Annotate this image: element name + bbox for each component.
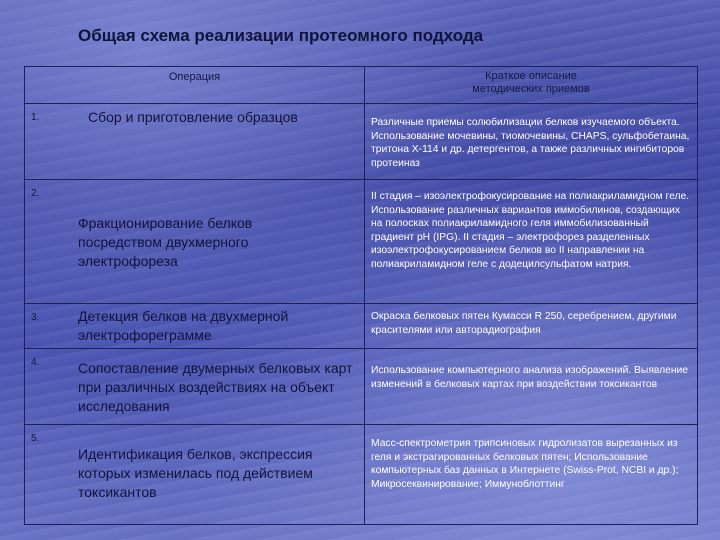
header-description-line1: Краткое описание [485, 70, 577, 82]
table-header-row [25, 67, 698, 104]
description-text: Окраска белковых пятен Кумасси R 250, серебрением, другими красителями или авторадиография [371, 311, 677, 336]
process-table [24, 66, 698, 525]
description-text: Масс-спектрометрия трипсиновых гидролизатов вырезанных из геля и экстрагированных белковых пятен; Использование компьютерных баз данных в Интернете (Swiss-Prot, NCBI и др.); Микросеквинирование; Иммуноблоттинг [371, 438, 679, 490]
operation-cell [25, 104, 365, 180]
description-text: II стадия – изоэлектрофокусирование на полиакриламидном геле. Использование различных вариантов иммобилинов, создающих на полосках полиакриламидного геля иммобилизованный градиент рН (IPG). II стадия – электрофорез разделенных изоэлектрофокусированием белков во II направлении на полиакриламидном геле с додецилсульфатом натрия. [371, 191, 690, 270]
description-text: Различные приемы солюбилизации белков изучаемого объекта. Использование мочевины, тиомочевины, CHAPS, сульфобетаина, тритона X-114 и др. детергентов, а также различных ингибиторов протеиназ [371, 117, 690, 169]
header-operation: Операция [25, 67, 365, 104]
description-cell [365, 104, 698, 180]
row-number: 5. [31, 433, 40, 444]
description-text: Использование компьютерного анализа изображений. Выявление изменений в белковых картах при воздействии токсикантов [371, 365, 689, 390]
operation-text: Детекция белков на двухмерной электрофореграмме [78, 308, 289, 343]
row-number: 3. [31, 312, 40, 323]
header-description [365, 67, 698, 104]
slide-title: Общая схема реализации протеомного подхода [78, 26, 484, 45]
description-cell [365, 180, 698, 304]
operation-cell [25, 349, 365, 425]
row-number: 1. [31, 112, 40, 123]
table-row [25, 104, 698, 180]
operation-text: Сбор и приготовление образцов [88, 109, 298, 125]
description-cell [365, 349, 698, 425]
table-row [25, 304, 698, 349]
description-cell [365, 304, 698, 349]
operation-cell [25, 304, 365, 349]
header-description-line2: методических приемов [472, 83, 590, 95]
operation-cell [25, 180, 365, 304]
description-cell [365, 425, 698, 525]
row-number: 2. [31, 188, 40, 199]
row-number: 4. [31, 357, 40, 368]
operation-text: Сопоставление двумерных белковых карт при различных воздействиях на объект исследования [78, 360, 353, 414]
operation-text: Фракционирование белков посредством двухмерного электрофореза [78, 215, 253, 269]
operation-cell [25, 425, 365, 525]
operation-text: Идентификация белков, экспрессия которых изменилась под действием токсикантов [78, 446, 313, 500]
table-row [25, 425, 698, 525]
table-row [25, 349, 698, 425]
table-row [25, 180, 698, 304]
